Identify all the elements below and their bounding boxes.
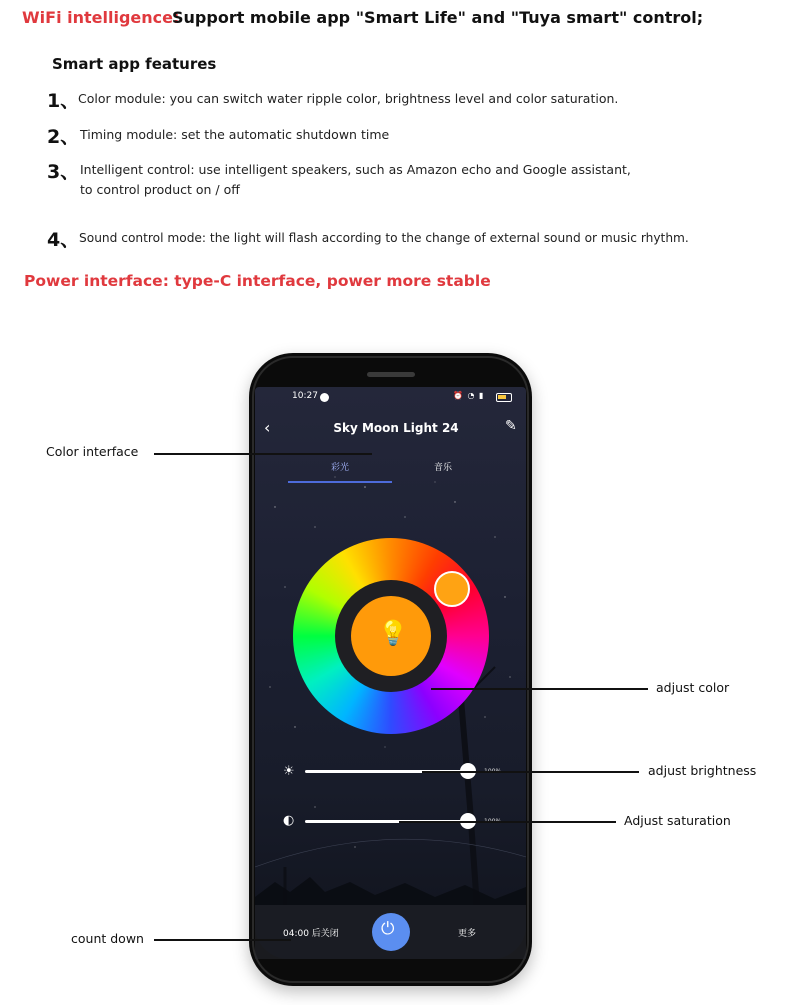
feature-text-3-line2: to control product on / off xyxy=(80,182,240,197)
callout-color-interface: Color interface xyxy=(46,444,139,459)
power-icon: ⏻ xyxy=(381,919,395,939)
contrast-icon: ◐ xyxy=(283,813,295,828)
battery-level xyxy=(498,395,506,399)
app-title: Sky Moon Light 24 xyxy=(333,421,459,435)
feature-number-1: 1、 xyxy=(47,90,80,112)
callout-adjust-color: adjust color xyxy=(656,680,730,695)
more-button[interactable]: 更多 xyxy=(458,929,477,939)
callout-line-adjust-saturation xyxy=(399,821,616,823)
tab-color[interactable]: 彩光 xyxy=(330,463,349,473)
tab-music[interactable]: 音乐 xyxy=(433,463,452,473)
feature-number-4: 4、 xyxy=(47,229,80,251)
callout-count-down: count down xyxy=(71,931,144,946)
bulb-icon: 💡 xyxy=(378,619,408,647)
callout-line-color-interface xyxy=(154,453,372,455)
status-notification-badge xyxy=(320,393,329,402)
power-interface-text: Power interface: type-C interface, power more stable xyxy=(24,272,491,290)
back-arrow-icon[interactable]: ‹ xyxy=(264,418,271,437)
callout-adjust-saturation: Adjust saturation xyxy=(624,813,731,828)
feature-text-4: Sound control mode: the light will flash according to the change of external sound or music rhythm. xyxy=(79,231,689,245)
callout-line-adjust-color xyxy=(431,688,648,690)
phone-speaker xyxy=(367,372,415,377)
feature-number-3: 3、 xyxy=(47,161,80,183)
wifi-intelligence-text: Support mobile app "Smart Life" and "Tuya smart" control; xyxy=(172,8,704,27)
feature-text-3: Intelligent control: use intelligent speakers, such as Amazon echo and Google assistant, xyxy=(80,162,631,177)
tab-active-indicator xyxy=(288,481,392,483)
feature-text-1: Color module: you can switch water ripple color, brightness level and color saturation. xyxy=(78,91,619,106)
feature-text-2: Timing module: set the automatic shutdown time xyxy=(80,127,390,142)
sun-icon: ☀ xyxy=(283,764,295,779)
wifi-intelligence-label: WiFi intelligence: xyxy=(22,8,180,27)
features-title: Smart app features xyxy=(52,55,217,73)
pencil-icon[interactable]: ✎ xyxy=(505,418,517,434)
color-picker-handle[interactable] xyxy=(434,571,470,607)
callout-adjust-brightness: adjust brightness xyxy=(648,763,757,778)
status-time: 10:27 xyxy=(292,391,318,401)
callout-line-count-down xyxy=(154,939,291,941)
feature-number-2: 2、 xyxy=(47,126,80,148)
callout-line-adjust-brightness xyxy=(422,771,639,773)
countdown-button[interactable]: 04:00 后关闭 xyxy=(283,929,339,939)
status-icons: ⏰ ◔ ▮ xyxy=(453,391,485,400)
